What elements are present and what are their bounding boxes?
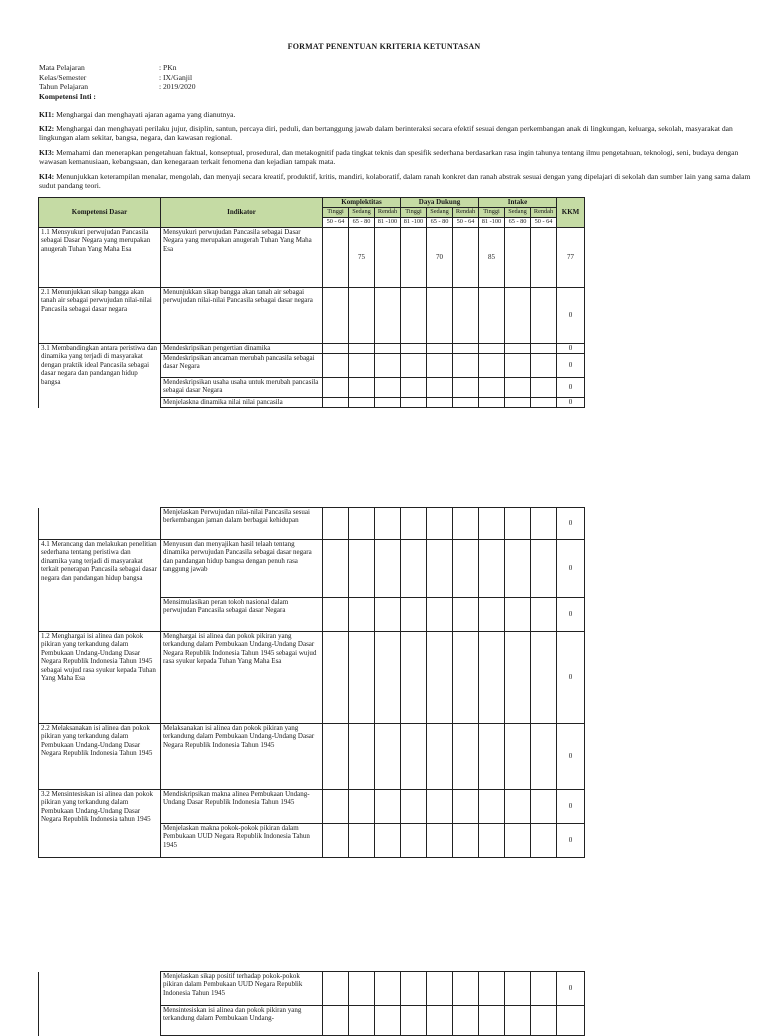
intake-value: 85 [479, 228, 505, 288]
indikator-cell: Mensintesiskan isi alinea dan pokok pikiran yang terkandung dalam Pembukaan Undang- [161, 1006, 323, 1036]
ki2-code: KI2: [39, 124, 55, 133]
kelas-label: Kelas/Semester [39, 72, 87, 82]
range-header: 50 - 64 [531, 218, 557, 228]
kkm-value: 0 [557, 790, 585, 824]
kkm-value: 0 [557, 724, 585, 790]
ki4 [39, 172, 751, 191]
table-row [39, 540, 585, 598]
kkm-value: 0 [557, 972, 585, 1006]
ki2 [39, 124, 751, 143]
table-row [39, 344, 585, 354]
indikator-cell: Mendiskripsikan makna alinea Pembukaan Undang-Undang Dasar Republik Indonesia Tahun 1945 [161, 790, 323, 824]
kelas-value: : IX/Ganjil [159, 72, 193, 82]
kkm-value: 0 [557, 378, 585, 398]
sub-header: Sedang [427, 208, 453, 218]
ki1-code: KI1: [39, 110, 55, 119]
indikator-cell: Mendeskripsikan usaha usaha untuk merubah pancasila sebagai dasar Negara [161, 378, 323, 398]
table-row [39, 1006, 585, 1036]
indikator-cell: Menghargai isi alinea dan pokok pikiran yang terkandung dalam Pembukaan Undang-Undang Dasar Negara Republik Indonesia Tahun 1945 sebagai wujud rasa syukur kepada Tuhan Yang Maha Esa [161, 632, 323, 724]
col-intake: Intake [479, 198, 557, 208]
kkm-value: 0 [557, 508, 585, 540]
tahun-label: Tahun Pelajaran [39, 82, 89, 91]
tahun-value: : 2019/2020 [159, 82, 196, 91]
sub-header: Tinggi [323, 208, 349, 218]
sub-header: Rendah [375, 208, 401, 218]
range-header: 81 -100 [401, 218, 427, 228]
kkm-value: 77 [557, 228, 585, 288]
indikator-cell: Menunjukkan sikap bangga akan tanah air sebagai perwujudan nilai-nilai Pancasila sebagai dasar negara [161, 288, 323, 344]
kkm-value: 0 [557, 354, 585, 378]
indikator-cell: Menjelaskan Perwujudan nilai-nilai Pancasila sesuai berkembangan jaman dalam berbagai kehidupan [161, 508, 323, 540]
kkm-value: 0 [557, 632, 585, 724]
kkm-value: 0 [557, 288, 585, 344]
indikator-cell: Mensimulasikan peran tokoh nasional dalam perwujudan Pancasila sebagai dasar Negara [161, 598, 323, 632]
indikator-cell: Menjelaskan makna pokok-pokok pikiran dalam Pembukaan UUD Negara Republik Indonesia Tahun 1945 [161, 824, 323, 858]
ki3-code: KI3: [39, 148, 55, 157]
ki4-code: KI4: [39, 172, 55, 181]
daya-dukung-value: 70 [427, 228, 453, 288]
table-row [39, 972, 585, 1006]
indikator-cell: Menjelaskan sikap positif terhadap pokok-pokok pikiran dalam Pembukaan UUD Negara Republik Indonesia Tahun 1945 [161, 972, 323, 1006]
indikator-cell: Mensyukuri perwujudan Pancasila sebagai Dasar Negara yang merupakan anugerah Tuhan Yang Maha Esa [161, 228, 323, 288]
komplektitas-value: 75 [349, 228, 375, 288]
kd-cell-continued [39, 508, 161, 540]
sub-header: Sedang [505, 208, 531, 218]
sub-header: Rendah [531, 208, 557, 218]
table-row [39, 632, 585, 724]
sub-header: Rendah [453, 208, 479, 218]
table-row [39, 724, 585, 790]
document-meta [39, 63, 196, 101]
sub-header: Tinggi [479, 208, 505, 218]
kkm-table-page3 [38, 971, 585, 1036]
kkm-value: 0 [557, 398, 585, 408]
kd-cell: 1.1 Mensyukuri perwujudan Pancasila sebagai Dasar Negara yang merupakan anugerah Tuhan Yang Maha Esa [39, 228, 161, 288]
kd-cell: 3.2 Mensintesiskan isi alinea dan pokok pikiran yang terkandung dalam Pembukaan Undang-Undang Dasar Negara Republik Indonesia tahun 1945 [39, 790, 161, 858]
ki1 [39, 110, 751, 119]
col-kompetensi-dasar: Kompetensi Dasar [39, 198, 161, 228]
indikator-cell: Melaksanakan isi alinea dan pokok pikiran yang terkandung dalam Pembukaan Undang-Undang Dasar Negara Republik Indonesia Tahun 1945 [161, 724, 323, 790]
kkm-value: 0 [557, 598, 585, 632]
mapel-label: Mata Pelajaran [39, 63, 85, 72]
range-header: 81 -100 [479, 218, 505, 228]
ki2-text: Menghargai dan menghayati perilaku jujur, disiplin, santun, percaya diri, peduli, dan bertanggung jawab dalam berinteraksi secara efektif sesuai dengan perkembangan anak di lingkungan, keluarga, sekolah, masyarakat dan lingkungan alam sekitar, bangsa, negara, dan kawasan regional. [39, 124, 733, 143]
ki-heading: Kompetensi Inti : [39, 91, 96, 101]
ki3 [39, 148, 751, 167]
col-daya-dukung: Daya Dukung [401, 198, 479, 208]
kkm-table-page2 [38, 507, 585, 858]
mapel-value: : PKn [159, 63, 177, 72]
sub-header: Tinggi [401, 208, 427, 218]
col-kkm: KKM [557, 198, 585, 228]
kd-cell: 2.2 Melaksanakan isi alinea dan pokok pikiran yang terkandung dalam Pembukaan Undang-Undang Dasar Negara Republik Indonesia Tahun 1945 [39, 724, 161, 790]
sub-header: Sedang [349, 208, 375, 218]
indikator-cell: Mendeskripsikan ancaman merubah pancasila sebagai dasar Negara [161, 354, 323, 378]
col-komplektitas: Komplektitas [323, 198, 401, 208]
indikator-cell: Mendeskripsikan pengertian dinamika [161, 344, 323, 354]
range-header: 65 - 80 [505, 218, 531, 228]
kd-cell: 2.1 Menunjukkan sikap bangga akan tanah air sebagai perwujudan nilai-nilai Pancasila sebagai dasar negara [39, 288, 161, 344]
table-row [39, 228, 585, 288]
kkm-table-page1 [38, 197, 585, 408]
kd-cell: 4.1 Merancang dan melakukan penelitian sederhana tentang peristiwa dan dinamika yang terjadi di masyarakat terkait penerapan Pancasila sebagai dasar negara dan pandangan hidup bangsa [39, 540, 161, 632]
table-row [39, 288, 585, 344]
indikator-cell: Menyusun dan menyajikan hasil telaah tentang dinamika perwujudan Pancasila sebagai dasar negara dan pandangan hidup bangsa dengan penuh rasa tanggung jawab [161, 540, 323, 598]
range-header: 50 - 64 [323, 218, 349, 228]
kkm-value: 0 [557, 540, 585, 598]
kkm-value: 0 [557, 344, 585, 354]
col-indikator: Indikator [161, 198, 323, 228]
range-header: 50 - 64 [453, 218, 479, 228]
kkm-value: 0 [557, 824, 585, 858]
ki1-text: Menghargai dan menghayati ajaran agama yang dianutnya. [54, 110, 236, 119]
range-header: 65 - 80 [349, 218, 375, 228]
document-title: FORMAT PENENTUAN KRITERIA KETUNTASAN [287, 42, 481, 51]
range-header: 65 - 80 [427, 218, 453, 228]
table-row [39, 508, 585, 540]
indikator-cell: Menjelaskna dinamika nilai nilai pancasila [161, 398, 323, 408]
kd-cell: 1.2 Menghargai isi alinea dan pokok pikiran yang terkandung dalam Pembukaan Undang-Undang Dasar Negara Republik Indonesia Tahun 1945 sebagai wujud rasa syukur kepada Tuhan Yang Maha Esa [39, 632, 161, 724]
kd-cell-continued [39, 1006, 161, 1036]
range-header: 81 -100 [375, 218, 401, 228]
kd-cell-continued [39, 972, 161, 1006]
ki4-text: Menunjukkan keterampilan menalar, mengolah, dan menyaji secara kreatif, produktif, kritis, mandiri, kolaboratif, dalam ranah konkret dan ranah abstrak sesuai dengan yang dipelajari di sekolah dan sumber lain yang sama dalam sudut pandang teori. [39, 172, 751, 191]
kd-cell: 3.1 Membandingkan antara peristiwa dan dinamika yang terjadi di masyarakat dengan praktik ideal Pancasila sebagai dasar negara dan pandangan hidup bangsa [39, 344, 161, 408]
table-row [39, 790, 585, 824]
ki3-text: Memahami dan menerapkan pengetahuan faktual, konseptual, prosedural, dan metakognitif pada tingkat teknis dan spesifik sederhana berdasarkan rasa ingin tahunya tentang ilmu pengetahuan, teknologi, seni, budaya dengan wawasan kemanusiaan, kebangsaan, dan kenegaraan terkait fenomena dan kejadian tampak mata. [39, 148, 739, 167]
